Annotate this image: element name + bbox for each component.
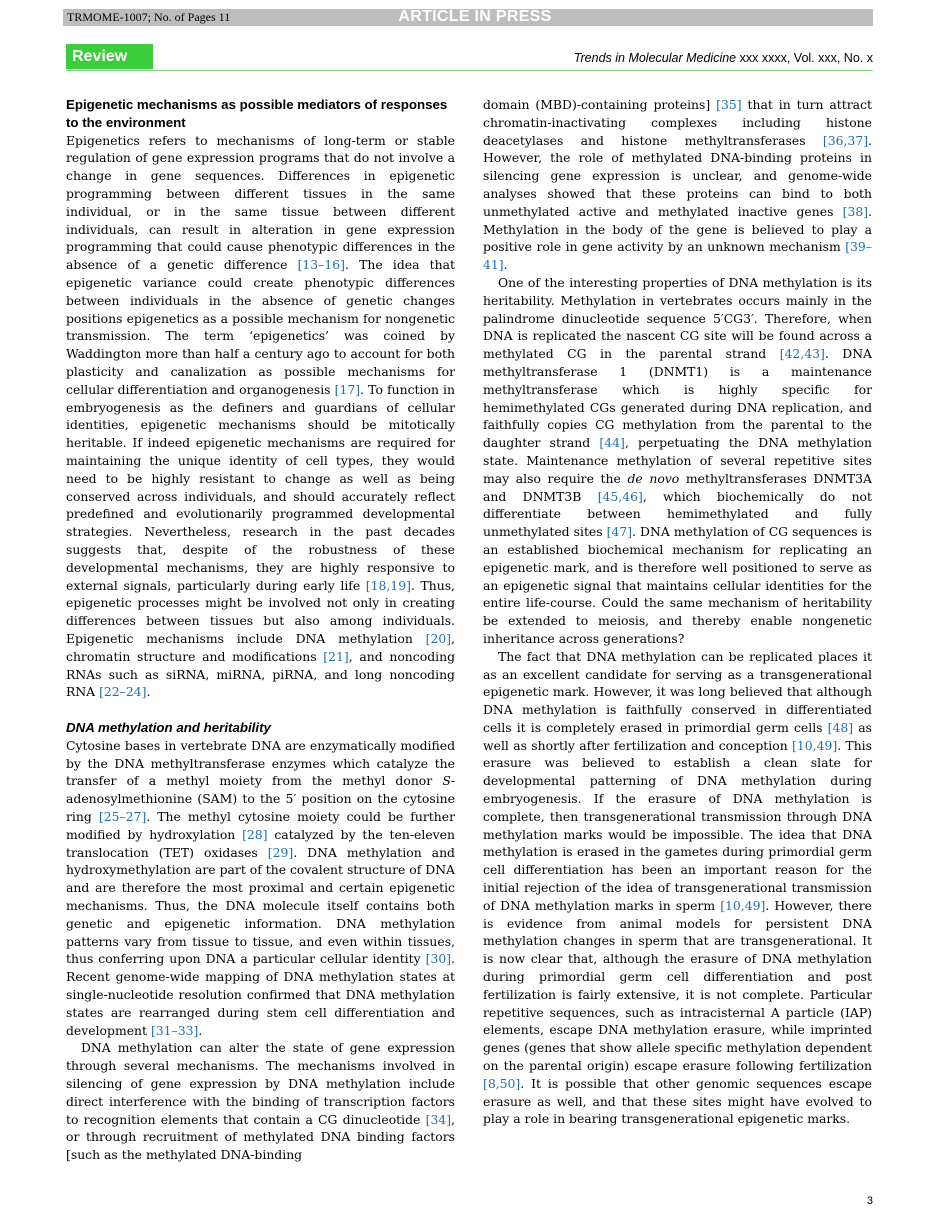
text-run: . This erasure was believed to establish a clean slate for developmental patterning of DNA methylation during embryogenesis. If the erasure of DNA methylation is complete, then transgenerational transmission through DNA methylation marks would be impossible. The idea that DNA methylation is erased in the gametes during primordial germ cell differentiation has been an important reason for the initial rejection of the idea of transgenerational transmission of DNA methylation marks in sperm	[483, 737, 872, 913]
citation-link[interactable]: [22–24]	[99, 684, 147, 700]
citation-link[interactable]: [21]	[323, 648, 349, 664]
text-run: domain (MBD)-containing proteins]	[483, 97, 717, 112]
text-run: -adenosylmethionine (SAM) to the 5′ position on the cytosine ring	[66, 773, 455, 825]
citation-link[interactable]: [18,19]	[365, 577, 411, 593]
citation-link[interactable]: [35]	[716, 97, 742, 112]
page-number: 3	[866, 1195, 873, 1207]
journal-name: Trends in Molecular Medicine	[573, 51, 737, 65]
text-run: . However, the role of methylated DNA-binding proteins in silencing gene expression is unclear, and genome-wide analyses showed that these proteins can bind to both unmethylated active and methylated inactive genes	[483, 132, 872, 219]
text-run: DNA methylation can alter the state of gene expression through several mechanisms. The mechanisms involved in silencing of gene expression by DNA methylation include direct interference with the binding of transcription factors to recognition elements that contain a CG dinucleotide	[66, 1040, 455, 1127]
text-run: catalyzed by the ten-eleven translocation (TET) oxidases	[66, 826, 455, 860]
text-run: The fact that DNA methylation can be replicated places it as an excellent candidate for serving as a transgenerational epigenetic mark. However, it was long believed that although DNA methylation is faithfully conserved in differentiated cells it is completely erased in primordial germ cells	[483, 648, 872, 735]
citation-link[interactable]: [39–41]	[483, 239, 872, 273]
left-column	[66, 96, 455, 1164]
citation-link[interactable]: [31–33]	[150, 1022, 199, 1038]
paragraph	[66, 1039, 455, 1164]
right-column	[483, 96, 872, 1128]
paragraph	[483, 96, 872, 274]
text-run: .	[146, 684, 151, 700]
text-run: One of the interesting properties of DNA methylation is its heritability. Methylation in vertebrates occurs mainly in the palindrome dinucleotide sequence 5′CG3′. Therefore, when DNA is replicated the nascent CG site will be found across a methylated CG in the parental strand	[483, 274, 872, 362]
text-run: .	[198, 1022, 203, 1038]
text-run: Cytosine bases in vertebrate DNA are enzymatically modified by the DNA methyltransferase enzymes which catalyze the transfer of a methyl moiety from the methyl donor	[66, 737, 455, 789]
text-run: . DNA methylation and hydroxymethylation are part of the covalent structure of DNA and are therefore the most proximal and certain epigenetic mechanisms. Thus, the DNA molecule itself contains both genetic and epigenetic information. DNA methylation patterns vary from tissue to tissue, and even within tissues, thus conferring upon DNA a particular cellular identity	[66, 844, 455, 967]
text-run: . The idea that epigenetic variance could create phenotypic differences between individuals in the absence of genetic changes positions epigenetics as a possible mechanism for nongenetic transmission. The term ‘epigenetics’ was coined by Waddington more than half a century ago to account for both plasticity and canalization as possible mechanisms for cellular differentiation and organogenesis	[66, 257, 455, 397]
article-in-press-label: ARTICLE IN PRESS	[398, 8, 552, 25]
text-run: . However, there is evidence from animal models for persistent DNA methylation changes in sperm that are transgenerational. It is now clear that, although the erasure of DNA methylation during primordial germ cell differentiation and post fertilization is fairly extensive, it is not complete. Particular repetitive sequences, such as intracisternal A particle (IAP) elements, escape DNA methylation erasure, while imprinted genes (genes that show allele specific methylation dependent on the parental origin) escape erasure following fertilization	[483, 897, 873, 1074]
paragraph	[66, 737, 455, 1040]
text-run: , which biochemically do not differentiate between hemimethylated and fully unmethylated sites	[483, 488, 872, 540]
text-run: , chromatin structure and modifications	[66, 630, 455, 664]
text-run: . To function in embryogenesis as the definers and guardians of cellular identities, epigenetic mechanisms should be mitotically heritable. If indeed epigenetic mechanisms are required for maintaining the unique identity of cell types, they would need to be highly resistant to change as well as being conserved across individuals, and should accurately reflect predefined and evolutionarily programmed developmental strategies. Nevertheless, research in the past decades suggests that, despite of the robustness of these developmental mechanisms, they are highly responsive to external signals, particularly during early life	[66, 381, 455, 593]
document-id: TRMOME-1007; No. of Pages 11	[67, 10, 231, 24]
text-run: . DNA methylation of CG sequences is an established biochemical mechanism for replicating an epigenetic mark, and is therefore well positioned to serve as an epigenetic signal that maintains cellular identities for the entire life-course. Could the same mechanism of heritability be extended to meiosis, and thereby enable nongenetic inheritance across generations?	[483, 524, 872, 646]
citation-link[interactable]: [29]	[267, 844, 294, 860]
section-heading: Epigenetic mechanisms as possible mediators of responses to the environment	[66, 97, 448, 130]
citation-link[interactable]: [17]	[334, 381, 361, 397]
paragraph	[483, 648, 872, 1129]
italic-text: de novo	[627, 470, 680, 486]
italic-text: S	[442, 773, 451, 789]
header-rule	[66, 70, 873, 71]
text-run: as well as shortly after fertilization and conception	[483, 719, 872, 753]
citation-link[interactable]: [45,46]	[597, 488, 643, 504]
citation-link[interactable]: [20]	[425, 630, 452, 646]
text-run: Epigenetics refers to mechanisms of long-term or stable regulation of gene expression programs that do not involve a change in gene sequences. Differences in epigenetic programming between different tissues in the same individual, or in the same tissue between different individuals, can result in alteration in gene expression programming that could cause phenotypic differences in the absence of a genetic difference	[66, 132, 455, 273]
volume-info: xxx xxxx, Vol. xxx, No. x	[739, 51, 873, 65]
citation-link[interactable]: [10,49]	[792, 737, 838, 753]
citation-link[interactable]: [47]	[606, 524, 633, 540]
citation-link[interactable]: [13–16]	[297, 257, 345, 273]
text-run: that in turn attract chromatin-inactivating complexes including histone deacetylases and histone methyltransferases	[483, 97, 872, 148]
citation-link[interactable]: [30]	[425, 951, 452, 967]
text-run: . Thus, epigenetic processes might be involved not only in creating differences between tissues but also among individuals. Epigenetic mechanisms include DNA methylation	[66, 577, 455, 646]
paragraph	[483, 274, 872, 648]
text-run: , perpetuating the DNA methylation state. Maintenance methylation of several repetitive sites may also require the	[483, 435, 872, 486]
citation-link[interactable]: [38]	[842, 203, 869, 219]
text-run: , or through recruitment of methylated DNA binding factors [such as the methylated DNA-binding	[66, 1111, 455, 1163]
text-run: . The methyl cytosine moiety could be further modified by hydroxylation	[66, 809, 455, 842]
text-run: . Recent genome-wide mapping of DNA methylation states at single-nucleotide resolution confirmed that DNA methylation states are rearranged during stem cell differentiation and development	[66, 951, 455, 1038]
citation-link[interactable]: [42,43]	[779, 346, 825, 362]
running-head	[574, 51, 873, 65]
citation-link[interactable]: [8,50]	[483, 1075, 521, 1091]
citation-link[interactable]: [10,49]	[720, 897, 766, 913]
citation-link[interactable]: [34]	[425, 1111, 452, 1127]
citation-link[interactable]: [25–27]	[98, 809, 147, 825]
paragraph	[66, 132, 455, 702]
text-run: .	[503, 257, 508, 273]
text-run: , and noncoding RNAs such as siRNA, miRNA, piRNA, and long noncoding RNA	[66, 648, 455, 700]
citation-link[interactable]: [36,37]	[822, 132, 869, 148]
text-run: . Methylation in the body of the gene is believed to play a positive role in gene activity by an unknown mechanism	[483, 203, 872, 255]
text-run: methyltransferases DNMT3A and DNMT3B	[483, 470, 872, 504]
citation-link[interactable]: [48]	[827, 719, 854, 735]
section-badge: Review	[66, 44, 153, 69]
citation-link[interactable]: [28]	[242, 826, 268, 842]
citation-link[interactable]: [44]	[599, 435, 625, 451]
text-run: . DNA methyltransferase 1 (DNMT1) is a maintenance methyltransferase which is highly specific for hemimethylated CGs generated during DNA replication, and faithfully copies CG methylation from the parental to the daughter strand	[483, 346, 872, 451]
text-run: . It is possible that other genomic sequences escape erasure as well, and that these sites might have evolved to play a role in bearing transgenerational epigenetic marks.	[483, 1075, 872, 1127]
subsection-heading: DNA methylation and heritability	[66, 720, 271, 736]
